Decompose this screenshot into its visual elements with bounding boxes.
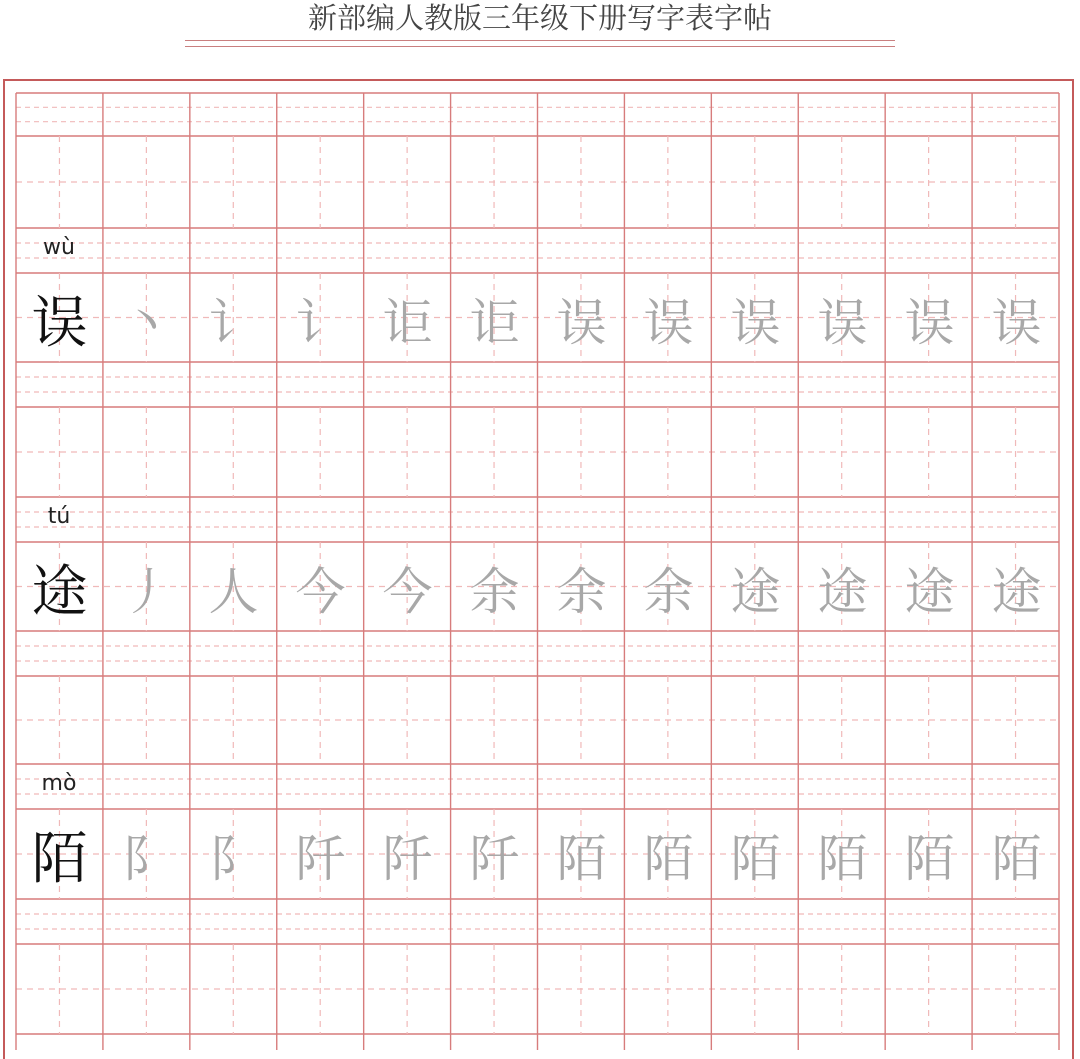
trace-step[interactable]: 误 — [556, 293, 607, 352]
model-character-1: 误 — [31, 290, 88, 356]
trace-step[interactable]: 陌 — [643, 829, 694, 888]
model-character-2: 途 — [31, 559, 88, 625]
trace-step[interactable]: 人 — [208, 562, 259, 621]
trace-step[interactable]: 陌 — [904, 829, 955, 888]
trace-step[interactable]: 陌 — [730, 829, 781, 888]
trace-step[interactable]: 陌 — [817, 829, 868, 888]
trace-step[interactable]: 途 — [991, 562, 1042, 621]
trace-step[interactable]: 误 — [730, 293, 781, 352]
trace-step[interactable]: 阡 — [295, 829, 346, 888]
trace-step[interactable]: 丿 — [121, 562, 172, 621]
trace-step[interactable]: 途 — [904, 562, 955, 621]
page-title: 新部编人教版三年级下册写字表字帖 — [307, 1, 772, 35]
trace-step[interactable]: 途 — [730, 562, 781, 621]
pinyin-label-2: tú — [47, 504, 71, 529]
trace-step[interactable]: 余 — [556, 562, 607, 621]
trace-step[interactable]: 途 — [817, 562, 868, 621]
trace-step[interactable]: 陌 — [991, 829, 1042, 888]
trace-step[interactable]: 今 — [295, 562, 346, 621]
pinyin-label-3: mò — [41, 771, 77, 796]
trace-step[interactable]: 误 — [904, 293, 955, 352]
pinyin-label-1: wù — [43, 235, 75, 260]
trace-step[interactable]: 误 — [643, 293, 694, 352]
trace-step[interactable]: 讠 — [295, 293, 346, 352]
trace-step[interactable]: 丶 — [121, 293, 172, 352]
trace-step[interactable]: 阝 — [208, 829, 259, 888]
trace-step[interactable]: 余 — [643, 562, 694, 621]
trace-step[interactable]: 阝 — [121, 829, 172, 888]
trace-step[interactable]: 讵 — [469, 293, 520, 352]
model-character-3: 陌 — [31, 826, 88, 892]
trace-step[interactable]: 讵 — [382, 293, 433, 352]
trace-step[interactable]: 余 — [469, 562, 520, 621]
trace-step[interactable]: 阡 — [469, 829, 520, 888]
trace-step[interactable]: 讠 — [208, 293, 259, 352]
trace-step[interactable]: 误 — [817, 293, 868, 352]
trace-step[interactable]: 今 — [382, 562, 433, 621]
trace-step[interactable]: 误 — [991, 293, 1042, 352]
trace-step[interactable]: 陌 — [556, 829, 607, 888]
trace-step[interactable]: 阡 — [382, 829, 433, 888]
